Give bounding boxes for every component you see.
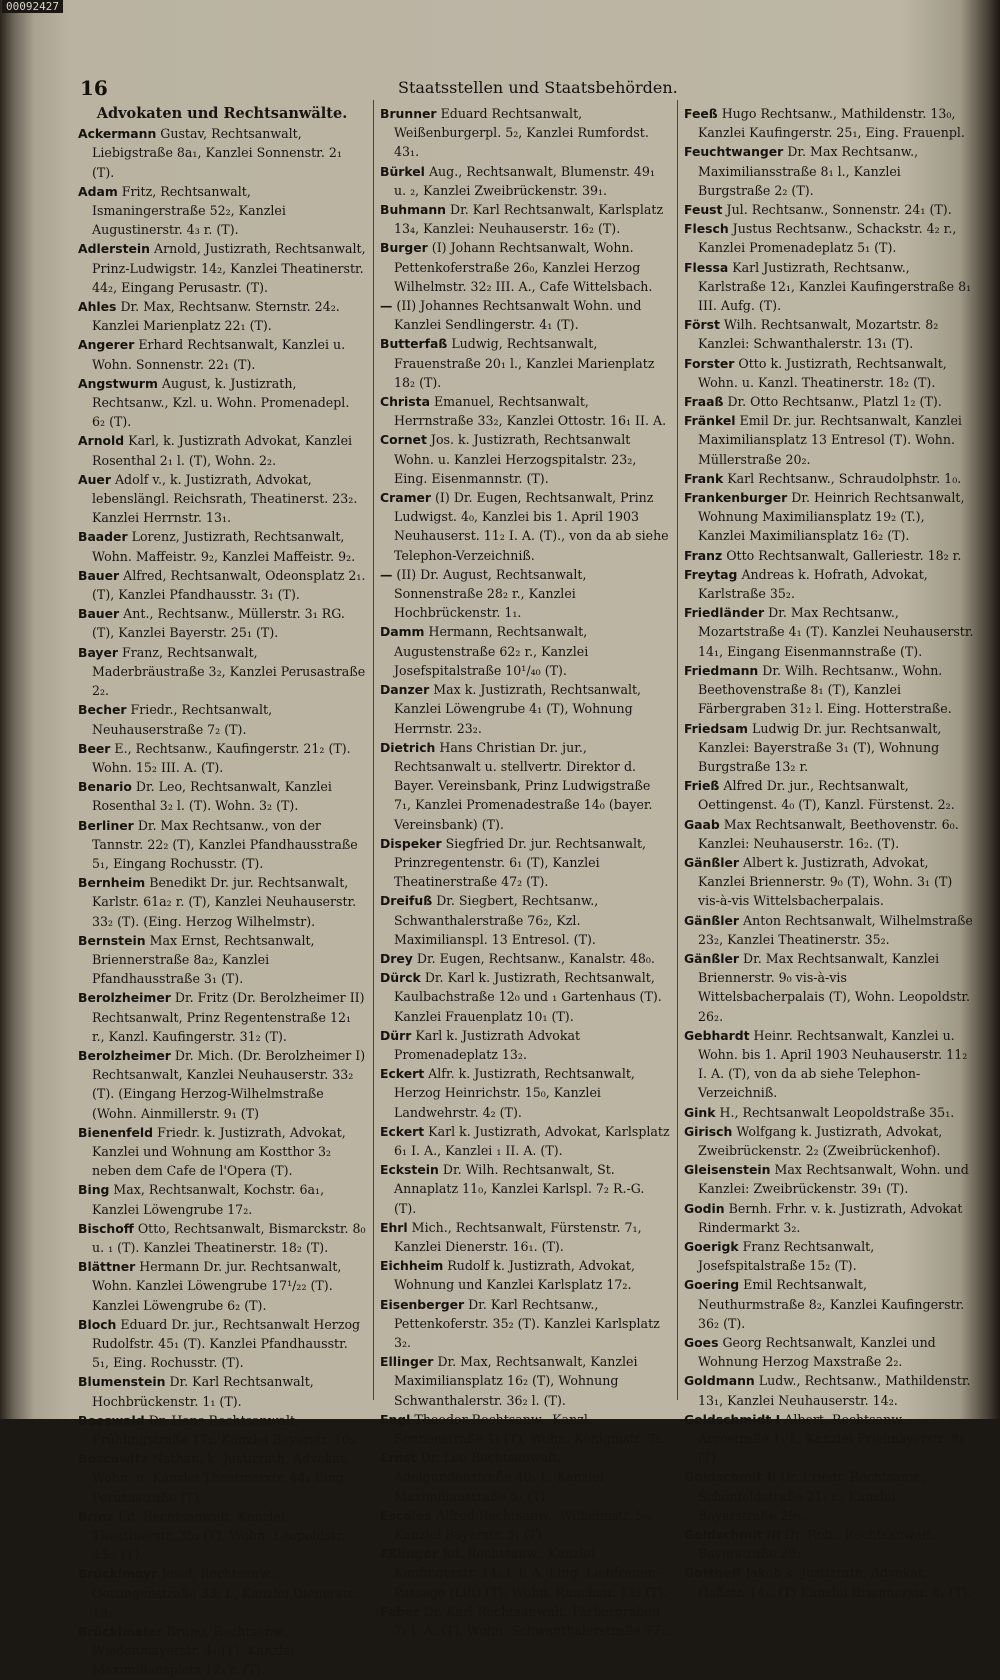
- directory-entry: [380, 1295, 670, 1353]
- entry-text: Jos. k. Justizrath, Rechtsanwalt Wohn. u. Kanzlei Herzogspitalstr. 23₂, Eing. Eisenmannstr. (T).: [394, 432, 637, 486]
- entry-name: Goldschmidt I: [684, 1411, 781, 1427]
- entry-name: Cornet: [380, 432, 427, 448]
- directory-entry: [684, 354, 974, 392]
- entry-name: Godin: [684, 1200, 725, 1216]
- entry-name: Goering: [684, 1277, 740, 1293]
- entry-text: Hermann Dr. jur. Rechtsanwalt, Wohn. Kanzlei Löwengrube 17¹/₂₂ (T). Kanzlei Löwengrube 6₂ (T).: [92, 1259, 342, 1313]
- column-3: [684, 104, 974, 1600]
- directory-entry: [78, 1411, 366, 1449]
- directory-entry: [78, 988, 366, 1046]
- entry-text: Dr. Eugen, Rechtsanw., Kanalstr. 48₀.: [416, 950, 655, 966]
- entry-name: Berliner: [78, 817, 134, 833]
- entry-text: Dr. Wilh. Rechtsanwalt, St. Annaplatz 11₀, Kanzlei Karlspl. 7₂ R.-G. (T).: [394, 1162, 645, 1216]
- entry-text: (II) Johannes Rechtsanwalt Wohn. und Kanzlei Sendlingerstr. 4₁ (T).: [394, 298, 642, 333]
- entry-text: Otto, Rechtsanwalt, Bismarckstr. 8₀ u. ₁ (T). Kanzlei Theatinerstr. 18₂ (T).: [92, 1220, 366, 1255]
- directory-entry: [380, 1160, 670, 1218]
- entry-name: Bauer: [78, 567, 120, 583]
- directory-entry: [78, 1180, 366, 1218]
- column-1: [78, 104, 366, 1678]
- entry-name: Eisenberger: [380, 1296, 465, 1312]
- entry-name: Dietrich: [380, 739, 436, 755]
- entry-text: Heinr. Rechtsanwalt, Kanzlei u. Wohn. bis 1. April 1903 Neuhauserstr. 11₂ I. A. (T), von da ab siehe Telephon-Verzeichniß.: [698, 1027, 968, 1101]
- directory-entry: [380, 1410, 670, 1448]
- entry-name: Gaab: [684, 816, 720, 832]
- directory-entry: [684, 949, 974, 1026]
- directory-entry: [78, 335, 366, 373]
- directory-entry: [78, 1046, 366, 1123]
- entry-text: Theodor Rechtsanw., Kanzl. Sonnenstraße 1₁ (T), Wohn. Königinstr. 7₂.: [394, 1411, 665, 1447]
- entry-name: Escales: [380, 1507, 432, 1523]
- entry-text: Albert k. Justizrath, Advokat, Kanzlei Briennerstr. 9₀ (T), Wohn. 3₁ (T) vis-à-vis Wittelsbacherpalais.: [698, 854, 953, 909]
- entry-name: Dürr: [380, 1027, 412, 1043]
- directory-entry: [380, 1256, 670, 1294]
- directory-entry: [380, 430, 670, 488]
- entry-name: Faber: [380, 1603, 420, 1619]
- entry-text: Gustav, Rechtsanwalt, Liebigstraße 8a₁, Kanzlei Sonnenstr. 2₁ (T).: [92, 126, 342, 180]
- directory-entry: [380, 968, 670, 1026]
- entry-text: Wolfgang k. Justizrath, Advokat, Zweibrückenstr. 2₂ (Zweibrückenhof).: [698, 1123, 943, 1158]
- entry-text: Dr. Mich. (Dr. Berolzheimer I) Rechtsanwalt, Kanzlei Neuhauserstr. 33₂ (T). (Eingang Herzog-Wilhelmstraße (Wohn. Ainmillerstr. 9₁ (T): [92, 1047, 366, 1121]
- entry-text: Dr. Friedr. Rechtsanw., Schönfeldstraße 21₁ r., Kanzlei Bayerstraße 29₂.: [698, 1469, 927, 1523]
- entry-name: Butterfaß: [380, 336, 448, 352]
- entry-text: Erhard Rechtsanwalt, Kanzlei u. Wohn. Sonnenstr. 22₁ (T).: [92, 337, 346, 372]
- directory-entry: [78, 873, 366, 931]
- entry-text: Hermann, Rechtsanwalt, Augustenstraße 62₂ r., Kanzlei Josefspitalstraße 10¹/₄₀ (T).: [394, 624, 589, 678]
- entry-text: Dr. Karl Rechtsanwalt, Hochbrückenstr. 1₁ (T).: [92, 1374, 314, 1409]
- directory-entry: [684, 1160, 974, 1198]
- entry-text: Ludwig, Rechtsanwalt, Frauenstraße 20₁ l., Kanzlei Marienplatz 18₂ (T).: [394, 336, 655, 390]
- entry-text: Dr. Siegbert, Rechtsanw., Schwanthalerstraße 76₂, Kzl. Maximilianspl. 13 Entresol. (T).: [394, 893, 599, 947]
- entry-text: Emil Dr. jur. Rechtsanwalt, Kanzlei Maximiliansplatz 13 Entresol (T). Wohn. Müllerstraße 20₂.: [698, 413, 962, 467]
- entry-text: Justus Rechtsanw., Schackstr. 4₂ r., Kanzlei Promenadeplatz 5₁ (T).: [698, 221, 957, 256]
- directory-entry: [684, 411, 974, 469]
- entry-name: Frieß: [684, 778, 720, 794]
- entry-name: Fraaß: [684, 394, 724, 410]
- directory-entry: [684, 219, 974, 257]
- entry-name: Gink: [684, 1104, 716, 1120]
- directory-entry: [684, 661, 974, 719]
- entry-text: Emanuel, Rechtsanwalt, Herrnstraße 33₂, Kanzlei Ottostr. 16₁ II. A.: [394, 394, 667, 429]
- directory-entry: [684, 200, 974, 219]
- entry-text: Dr. Karl Rechtsanwalt, Karlsplatz 13₄, Kanzlei: Neuhauserstr. 16₂ (T).: [394, 202, 664, 237]
- entry-name: Friedländer: [684, 605, 765, 621]
- entry-text: Dr. Max Rechtsanw., von der Tannstr. 22₂ (T), Kanzlei Pfandhausstraße 5₁, Eingang Rochusstr. (T).: [92, 817, 358, 871]
- entry-name: Goes: [684, 1335, 719, 1350]
- directory-entry: [380, 1506, 670, 1544]
- directory-entry: [380, 738, 670, 834]
- entry-name: Feust: [684, 202, 723, 218]
- entry-name: Berolzheimer: [78, 990, 171, 1006]
- entry-name: Berolzheimer: [78, 1047, 171, 1063]
- directory-entry: [380, 104, 670, 162]
- entry-name: Feeß: [684, 106, 718, 121]
- directory-entry: [78, 700, 366, 738]
- directory-entry: [78, 604, 366, 642]
- entry-text: (II) Dr. August, Rechtsanwalt, Sonnenstraße 28₂ r., Kanzlei Hochbrückenstr. 1₁.: [394, 566, 587, 621]
- directory-entry: [684, 142, 974, 200]
- directory-entry: [684, 1237, 974, 1275]
- entry-name: Frank: [684, 470, 724, 486]
- entry-text: Rudolf k. Justizrath, Advokat, Wohnung und Kanzlei Karlsplatz 17₂.: [394, 1258, 635, 1293]
- entry-name: Angstwurm: [78, 375, 158, 391]
- entry-text: Georg Rechtsanwalt, Kanzlei und Wohnung Herzog Maxstraße 2₂.: [698, 1335, 936, 1370]
- entry-name: Becher: [78, 702, 127, 718]
- directory-entry: [78, 1622, 366, 1680]
- directory-entry: [684, 258, 974, 316]
- directory-entry: [380, 834, 670, 892]
- entry-text: Friedr. k. Justizrath, Advokat, Kanzlei und Wohnung am Kostthor 3₂ neben dem Cafe de l'Opera (T).: [92, 1124, 346, 1179]
- entry-name: Burger: [380, 240, 428, 256]
- entry-name: Benario: [78, 779, 132, 795]
- entry-text: Benedikt Dr. jur. Rechtsanwalt, Karlstr. 61a₂ r. (T), Kanzlei Neuhauserstr. 33₂ (T). (Eing. Herzog Wilhelmstr).: [92, 875, 357, 929]
- directory-entry: [78, 566, 366, 604]
- column-2: [380, 104, 670, 1639]
- directory-entry: [380, 200, 670, 238]
- entry-name: Blättner: [78, 1259, 136, 1275]
- directory-entry: [380, 238, 670, 296]
- directory-entry: [380, 622, 670, 680]
- entry-name: Ernst: [380, 1450, 417, 1466]
- entry-name: Dürck: [380, 970, 421, 986]
- page-number: 16: [80, 76, 108, 100]
- directory-entry: [684, 1103, 974, 1122]
- entry-text: Karl Justizrath, Rechtsanw., Karlstraße 12₁, Kanzlei Kaufingerstraße 8₁ III. Aufg. (T).: [698, 259, 972, 314]
- entry-name: Drey: [380, 950, 413, 966]
- directory-entry: [380, 1352, 670, 1410]
- entry-text: (I) Johann Rechtsanwalt, Wohn. Pettenkoferstraße 26₀, Kanzlei Herzog Wilhelmstr. 32₂ III. A., Cafe Wittelsbach.: [394, 240, 653, 294]
- entry-text: Otto Rechtsanwalt, Galleriestr. 18₂ r.: [726, 547, 962, 563]
- entry-text: Mich., Rechtsanwalt, Fürstenstr. 7₁, Kanzlei Dienerstr. 16₁. (T).: [394, 1219, 642, 1254]
- entry-name: Damm: [380, 624, 425, 640]
- entry-name: Boeswald: [78, 1412, 145, 1428]
- entry-text: Karl, k. Justizrath Advokat, Kanzlei Rosenthal 2₁ l. (T), Wohn. 2₂.: [92, 433, 353, 468]
- entry-name: Först: [684, 317, 720, 333]
- entry-text: Dr. Max Rechtsanw., Maximiliansstraße 8₁ l., Kanzlei Burgstraße 2₂ (T).: [698, 144, 919, 198]
- entry-text: Dr. Hans Rechtsanwalt, Frühlingstraße 17₂, Kanzlei Bayerstr. 10₂.: [92, 1412, 359, 1448]
- directory-entry: [78, 1257, 366, 1315]
- entry-name: Goerigk: [684, 1238, 739, 1254]
- entry-text: Jul. Rechtsanw., Sonnenstr. 24₁ (T).: [726, 202, 952, 218]
- entry-name: Bing: [78, 1182, 110, 1198]
- entry-text: Dr. Fritz (Dr. Berolzheimer II) Rechtsanwalt, Prinz Regentenstraße 12₁ r., Kanzl. Kaufingerstr. 31₂ (T).: [92, 990, 365, 1044]
- entry-name: —: [380, 298, 393, 314]
- directory-entry: [78, 1449, 366, 1507]
- entry-text: Karl k. Justizrath Advokat Promenadeplatz 13₂.: [394, 1027, 581, 1062]
- entry-name: Bernheim: [78, 875, 146, 891]
- column-divider: [373, 100, 374, 1400]
- directory-entry: [684, 1467, 974, 1525]
- directory-entry: [78, 239, 366, 297]
- directory-entry: [684, 1525, 974, 1563]
- entry-name: Ellinger: [380, 1354, 434, 1370]
- entry-name: Beer: [78, 740, 111, 756]
- entry-text: Dr. Karl Rechtsanwalt, Färbergraben 7₂ I. A. (T), Wohn. Schwanthalerstraße 77₂.: [394, 1603, 670, 1639]
- entry-text: August, k. Justizrath, Rechtsanw., Kzl. u. Wohn. Promenadepl. 6₂ (T).: [92, 375, 350, 430]
- entry-name: Friedmann: [684, 662, 759, 678]
- entry-name: Bernstein: [78, 932, 146, 948]
- directory-entry: [380, 1544, 670, 1602]
- entry-name: Franz: [684, 547, 723, 563]
- entry-name: Gotthelf: [684, 1565, 742, 1581]
- entry-name: Gänßler: [684, 854, 740, 870]
- directory-entry: [380, 1026, 670, 1064]
- directory-entry: [78, 1564, 366, 1622]
- entry-name: Christa: [380, 394, 430, 410]
- entry-text: Dr. Karl k. Justizrath, Rechtsanwalt, Kaulbachstraße 12₀ und ₁ Gartenhaus (T). Kanzlei Frauenplatz 10₁ (T).: [394, 970, 662, 1024]
- entry-name: Gebhardt: [684, 1027, 750, 1043]
- entry-name: Baader: [78, 529, 128, 545]
- entry-text: Lorenz, Justizrath, Rechtsanwalt, Wohn. Maffeistr. 9₂, Kanzlei Maffeistr. 9₂.: [92, 529, 356, 564]
- entry-name: Bürkel: [380, 163, 425, 179]
- entry-name: Feuchtwanger: [684, 144, 784, 160]
- entry-name: Angerer: [78, 337, 135, 353]
- directory-entry: [78, 931, 366, 989]
- directory-entry: [684, 1333, 974, 1371]
- entry-text: Dr. Max Rechtsanw., Mozartstraße 4₁ (T). Kanzlei Neuhauserstr. 14₁, Eingang Eisenmannstraße (T).: [698, 605, 974, 659]
- entry-name: Auer: [78, 471, 111, 487]
- entry-text: Albert, Rechtsanw., Arcostraße 1₁ l., Kanzlei Prielmayerstr. 8₂ (T).: [698, 1411, 965, 1466]
- entry-name: Bloch: [78, 1316, 117, 1332]
- directory-entry: [684, 1410, 974, 1468]
- directory-entry: [684, 1275, 974, 1333]
- entry-name: Blumenstein: [78, 1374, 166, 1390]
- entry-text: Max Rechtsanwalt, Wohn. und Kanzlei: Zweibrückenstr. 39₁ (T).: [698, 1162, 969, 1197]
- entry-text: Jul. Rechtsanw., Kanzlei Kaufingerstr. 14₂ l. I. A. Eing. Liebfrauen-Passage (Lift) (T), Wohn. Rauchstr. 11₂ (T).: [394, 1546, 668, 1600]
- entry-text: Otto k. Justizrath, Rechtsanwalt, Wohn. u. Kanzl. Theatinerstr. 18₂ (T).: [698, 355, 947, 390]
- directory-entry: [684, 1563, 974, 1601]
- entry-text: Max Rechtsanwalt, Beethovenstr. 6₀. Kanzlei: Neuhauserstr. 16₂. (T).: [698, 816, 959, 851]
- entry-name: Gleisenstein: [684, 1162, 771, 1178]
- directory-entry: [78, 1507, 366, 1565]
- entry-text: Franz, Rechtsanwalt, Maderbräustraße 3₂, Kanzlei Perusastraße 2₂.: [92, 644, 366, 699]
- directory-entry: [380, 488, 670, 565]
- directory-entry: [684, 603, 974, 661]
- directory-entry: [684, 853, 974, 911]
- entry-text: Ludw., Rechtsanw., Mathildenstr. 13₁, Kanzlei Neuhauserstr. 14₂.: [698, 1373, 971, 1408]
- entry-text: Bruno, Rechtsanw., Wiedenmayerstr. 4₁ (T). Kanzlei Maximiliansplatz 12₁ r. (T).: [92, 1624, 295, 1678]
- entry-text: Dr. Heinrich Rechtsanwalt, Wohnung Maximiliansplatz 19₂ (T.), Kanzlei Maximiliansplatz 16₂ (T).: [698, 490, 965, 544]
- entry-text: Max, Rechtsanwalt, Kochstr. 6a₁, Kanzlei Löwengrube 17₂.: [92, 1182, 325, 1217]
- entry-text: Dr. Leo, Rechtsanwalt, Kanzlei Rosenthal 3₂ l. (T). Wohn. 3₂ (T).: [92, 779, 332, 814]
- directory-entry: [684, 911, 974, 949]
- running-head: Staatsstellen und Staatsbehörden.: [398, 78, 678, 97]
- entry-name: Brücklmayr: [78, 1566, 158, 1582]
- directory-entry: [78, 182, 366, 240]
- directory-entry: [380, 162, 670, 200]
- directory-entry: [684, 469, 974, 488]
- directory-entry: [380, 296, 670, 334]
- directory-entry: [380, 680, 670, 738]
- entry-name: Danzer: [380, 682, 430, 698]
- directory-entry: [380, 1218, 670, 1256]
- entry-text: Andreas k. Hofrath, Advokat, Karlstraße 35₂.: [698, 566, 928, 602]
- entry-name: Bischoff: [78, 1220, 134, 1236]
- entry-text: Alfr. k. Justizrath, Rechtsanwalt, Herzog Heinrichstr. 15₀, Kanzlei Landwehrstr. 4₂ (T).: [394, 1066, 635, 1120]
- entry-text: Eduard Dr. jur., Rechtsanwalt Herzog Rudolfstr. 45₁ (T). Kanzlei Pfandhausstr. 5₁, Eing. Rochusstr. (T).: [92, 1316, 361, 1371]
- directory-entry: [380, 1122, 670, 1160]
- directory-entry: [78, 777, 366, 815]
- entry-text: Emil Rechtsanwalt, Neuthurmstraße 8₂, Kanzlei Kaufingerstr. 36₂ (T).: [698, 1277, 965, 1331]
- entry-text: Ludwig Dr. jur. Rechtsanwalt, Kanzlei: Bayerstraße 3₁ (T), Wohnung Burgstraße 13₂ r.: [698, 720, 942, 774]
- entry-text: E., Rechtsanw., Kaufingerstr. 21₂ (T). Wohn. 15₂ III. A. (T).: [92, 740, 351, 775]
- entry-name: Arnold: [78, 433, 125, 449]
- entry-name: Eckert: [380, 1066, 425, 1082]
- entry-name: Boscowitz: [78, 1451, 149, 1467]
- directory-entry: [380, 334, 670, 392]
- directory-entry: [684, 488, 974, 546]
- directory-entry: [684, 1199, 974, 1237]
- entry-text: Fritz, Rechtsanwalt, Ismaningerstraße 52₂, Kanzlei Augustinerstr. 4₃ r. (T).: [92, 183, 286, 238]
- entry-text: Adolf v., k. Justizrath, Advokat, lebenslängl. Reichsrath, Theatinerst. 23₂. Kanzlei Herrnstr. 13₁.: [92, 471, 358, 526]
- directory-entry: [380, 1064, 670, 1122]
- scan-id: 00092427: [2, 0, 63, 13]
- entry-text: Max k. Justizrath, Rechtsanwalt, Kanzlei Löwengrube 4₁ (T), Wohnung Herrnstr. 23₂.: [394, 682, 642, 736]
- entry-name: Gänßler: [684, 912, 740, 928]
- entry-name: Flessa: [684, 259, 729, 275]
- directory-entry: [684, 104, 974, 142]
- directory-entry: [684, 776, 974, 814]
- directory-entry: [684, 546, 974, 565]
- entry-name: Bienenfeld: [78, 1124, 154, 1140]
- entry-text: Hans Christian Dr. jur., Rechtsanwalt u. stellvertr. Direktor d. Bayer. Vereinsbank, Prinz Ludwigstraße 7₁, Kanzlei Promenadestraße 14₀ (bayer. Vereinsbank) (T).: [394, 739, 653, 832]
- entry-name: Goldmann: [684, 1373, 755, 1389]
- entry-text: Eduard Rechtsanwalt, Weißenburgerpl. 5₂, Kanzlei Rumfordst. 43₁.: [394, 106, 649, 160]
- directory-entry: [78, 374, 366, 432]
- entry-text: Bernh. Frhr. v. k. Justizrath, Advokat Rindermarkt 3₂.: [698, 1200, 963, 1235]
- entry-name: Ackermann: [78, 126, 157, 142]
- directory-entry: [380, 1448, 670, 1506]
- entry-text: Nathan, k. Justizrath, Advokat, Wohn. u. Kanzlei Theatinerstr. 44₂ Eing. Perusastraße (T).: [92, 1451, 350, 1505]
- entry-name: Ahles: [78, 299, 117, 315]
- entry-text: Dr. Max, Rechtsanw. Sternstr. 24₂. Kanzlei Marienplatz 22₁ (T).: [92, 299, 340, 334]
- entry-name: Ehrl: [380, 1219, 408, 1235]
- entry-name: Frankenburger: [684, 490, 788, 506]
- entry-name: Bauer: [78, 606, 120, 622]
- entry-name: Dreifuß: [380, 893, 433, 909]
- entry-text: Dr. Max, Rechtsanwalt, Kanzlei Maximiliansplatz 16₂ (T), Wohnung Schwanthalerstr. 36₂ l. (T).: [394, 1354, 638, 1408]
- entry-name: Goldschmit II: [684, 1469, 776, 1485]
- entry-text: Karl Rechtsanw., Schraudolphstr. 1₀.: [727, 470, 962, 486]
- directory-entry: [78, 1123, 366, 1181]
- entry-text: Josef, Rechtsanw., Oettingenstraße 33₂ l., Kanzlei Dienerstr. 19₁.: [92, 1566, 357, 1620]
- directory-entry: [78, 1315, 366, 1373]
- directory-entry: [380, 565, 670, 623]
- directory-entry: [78, 643, 366, 701]
- page-header: [80, 76, 970, 102]
- entry-text: Max Ernst, Rechtsanwalt, Briennerstraße 8a₂, Kanzlei Pfandhausstraße 3₁ (T).: [92, 932, 315, 987]
- entry-text: Franz Rechtsanwalt, Josefspitalstraße 15₂ (T).: [698, 1238, 875, 1274]
- entry-text: Dr. Rob., Rechtsanwalt, Bayerstraße 29₂.: [698, 1527, 936, 1562]
- entry-name: Gänßler: [684, 950, 740, 966]
- column-divider: [677, 100, 678, 1400]
- directory-entry: [78, 124, 366, 182]
- entry-name: Engl: [380, 1411, 411, 1427]
- section-heading: Advokaten und Rechtsanwälte.: [96, 105, 348, 122]
- entry-text: Arnold, Justizrath, Rechtsanwalt, Prinz-Ludwigstr. 14₂, Kanzlei Theatinerstr. 44₂, Eingang Perusastr. (T).: [92, 241, 366, 295]
- directory-entry: [78, 1219, 366, 1257]
- entry-text: H., Rechtsanwalt Leopoldstraße 35₁.: [719, 1104, 955, 1120]
- entry-name: Eckstein: [380, 1162, 439, 1178]
- directory-entry: [78, 297, 366, 335]
- entry-name: Eichheim: [380, 1258, 444, 1274]
- entry-name: Buhmann: [380, 202, 447, 218]
- entry-name: Brücklmeier: [78, 1624, 163, 1640]
- entry-name: Fränkel: [684, 413, 736, 429]
- entry-text: Jakob k. Justizrath, Advokat, Heßstr. 14₁. (T) Kanzlei Briennerstr. 8₁ (T).: [698, 1565, 972, 1600]
- directory-entry: [684, 1371, 974, 1409]
- entry-text: Dr. Leo Rechtsanwalt, Adelgundenstraße 40₁ l., Kanzlei Maximilianstraße 5₁ (T).: [394, 1450, 604, 1504]
- entry-name: Eckert: [380, 1123, 425, 1139]
- directory-entry: [78, 1372, 366, 1410]
- entry-text: Siegfried Dr. jur. Rechtsanwalt, Prinzregentenstr. 6₁ (T), Kanzlei Theatinerstraße 47₂ (T).: [394, 835, 647, 890]
- entry-name: Dispeker: [380, 835, 442, 851]
- entry-text: Ed. Rechtsanwalt, Kanzlei Theatinerstr. 35₂ (T). Wohn. Leopoldstr. 43₀. (T).: [92, 1508, 345, 1563]
- directory-entry: [380, 891, 670, 949]
- directory-entry: [684, 392, 974, 411]
- entry-text: Dr. Karl Rechtsanw., Pettenkoferstr. 35₂ (T). Kanzlei Karlsplatz 3₂.: [394, 1296, 660, 1350]
- entry-text: Aug., Rechtsanwalt, Blumenstr. 49₁ u. ₂, Kanzlei Zweibrückenstr. 39₁.: [394, 163, 655, 198]
- entry-text: Alfred, Rechtsanwalt, Odeonsplatz 2₁. (T), Kanzlei Pfandhausstr. 3₁ (T).: [92, 567, 366, 603]
- entry-name: Bayer: [78, 644, 119, 660]
- entry-text: Alfred Rechtsanw., Wilhelmstr. 5₀, Kanzlei Bayerstr. 5₁ (T).: [394, 1507, 653, 1543]
- entry-text: Wilh. Rechtsanwalt, Mozartstr. 8₂ Kanzlei: Schwanthalerstr. 13₁ (T).: [698, 317, 939, 352]
- entry-name: Goldschmit III: [684, 1527, 781, 1543]
- directory-entry: [684, 719, 974, 777]
- entry-text: Karl k. Justizrath, Advokat, Karlsplatz 6₁ I. A., Kanzlei ₁ II. A. (T).: [394, 1123, 670, 1158]
- entry-name: Adlerstein: [78, 241, 150, 257]
- entry-text: Anton Rechtsanwalt, Wilhelmstraße 23₂, Kanzlei Theatinerstr. 35₂.: [698, 912, 973, 947]
- directory-entry: [684, 815, 974, 853]
- entry-name: Cramer: [380, 490, 431, 506]
- entry-text: Ant., Rechtsanw., Müllerstr. 3₁ RG. (T), Kanzlei Bayerstr. 25₁ (T).: [92, 606, 345, 641]
- entry-name: Flesch: [684, 221, 729, 237]
- directory-entry: [684, 565, 974, 603]
- directory-entry: [78, 527, 366, 565]
- entry-name: Brunner: [380, 106, 437, 121]
- directory-entry: [380, 949, 670, 968]
- entry-text: Dr. Max Rechtsanwalt, Kanzlei Briennerstr. 9₀ vis-à-vis Wittelsbacherpalais (T), Wohn. Leopoldstr. 26₂.: [698, 950, 971, 1024]
- entry-name: —: [380, 566, 393, 582]
- directory-entry: [78, 739, 366, 777]
- directory-entry: [684, 1122, 974, 1160]
- directory-entry: [684, 1026, 974, 1103]
- entry-text: Dr. Otto Rechtsanw., Platzl 1₂ (T).: [727, 394, 942, 410]
- directory-entry: [380, 392, 670, 430]
- entry-text: Friedr., Rechtsanwalt, Neuhauserstraße 7₂ (T).: [92, 702, 273, 737]
- entry-text: Hugo Rechtsanw., Mathildenstr. 13₀, Kanzlei Kaufingerstr. 25₁, Eing. Frauenpl.: [698, 106, 965, 141]
- directory-entry: [78, 470, 366, 528]
- entry-name: Freytag: [684, 566, 738, 582]
- entry-text: (I) Dr. Eugen, Rechtsanwalt, Prinz Ludwigst. 4₀, Kanzlei bis 1. April 1903 Neuhauserst. 11₂ I. A. (T)., von da ab siehe Telephon-Verzeichniß.: [394, 490, 669, 563]
- entry-name: Eßlinger: [380, 1546, 439, 1562]
- entry-name: Friedsam: [684, 720, 748, 736]
- entry-name: Girisch: [684, 1123, 733, 1139]
- entry-name: Adam: [78, 183, 118, 199]
- directory-entry: [684, 315, 974, 353]
- directory-entry: [380, 1602, 670, 1640]
- entry-text: Dr. Wilh. Rechtsanw., Wohn. Beethovenstraße 8₁ (T), Kanzlei Färbergraben 31₂ l. Eing. Hotterstraße.: [698, 662, 952, 717]
- entry-name: Brinz: [78, 1508, 114, 1524]
- directory-entry: [78, 431, 366, 469]
- directory-entry: [78, 816, 366, 874]
- entry-text: Alfred Dr. jur., Rechtsanwalt, Oettingenst. 4₀ (T), Kanzl. Fürstenst. 2₂.: [698, 778, 955, 813]
- entry-name: Forster: [684, 355, 735, 371]
